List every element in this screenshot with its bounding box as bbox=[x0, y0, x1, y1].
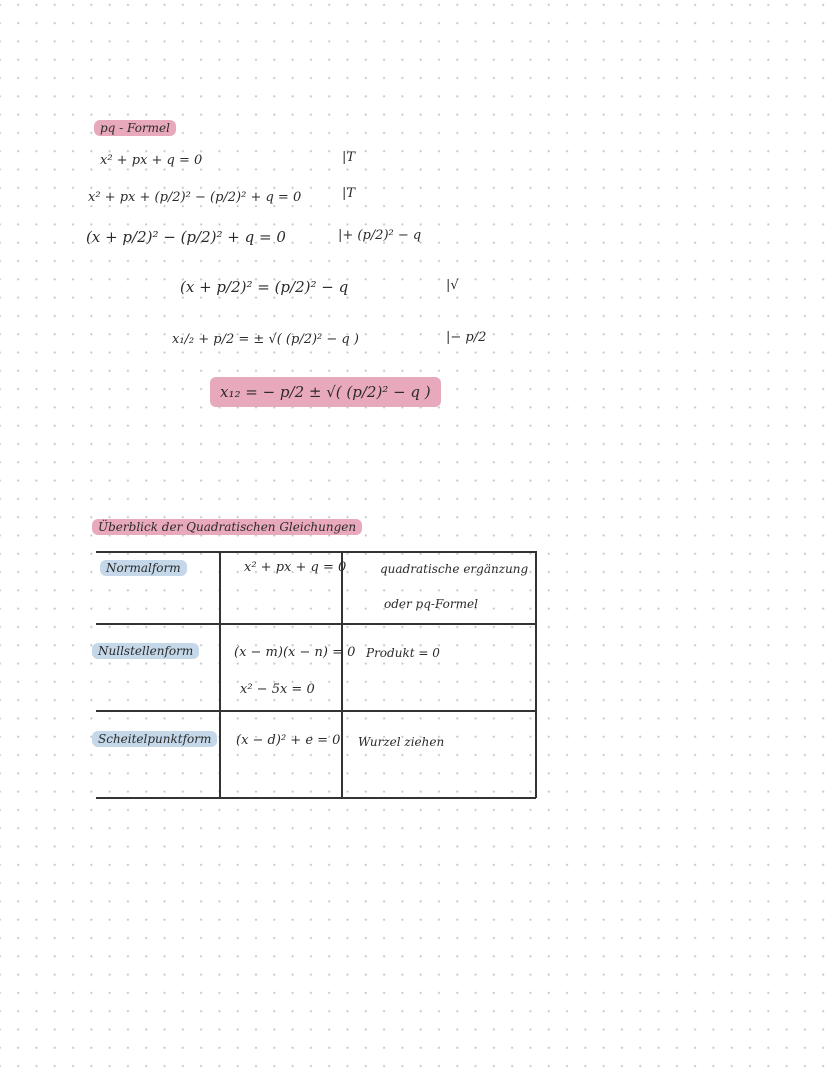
table-row-normalform-method-2: oder pq-Formel bbox=[384, 597, 478, 611]
step-4-equation: (x + p/2)² = (p/2)² − q bbox=[180, 278, 349, 296]
table-row-normalform-method-1: quadratische ergänzung bbox=[380, 562, 529, 576]
table-row-nullstellenform-label: Nullstellenform bbox=[92, 643, 199, 659]
table-row-nullstellenform-equation-2: x² − 5x = 0 bbox=[240, 682, 315, 697]
step-2-equation: x² + px + (p/2)² − (p/2)² + q = 0 bbox=[88, 190, 302, 205]
step-5-operation: |− p/2 bbox=[446, 330, 487, 345]
step-5-equation: x₁/₂ + p/2 = ± √( (p/2)² − q ) bbox=[172, 332, 359, 347]
step-1-operation: |T bbox=[342, 150, 356, 165]
pq-formel-heading: pq - Formel bbox=[94, 120, 176, 136]
step-4-operation: |√ bbox=[446, 278, 459, 293]
table-row-nullstellenform-method: Produkt = 0 bbox=[366, 646, 440, 660]
step-2-operation: |T bbox=[342, 186, 356, 201]
table-row-scheitelpunktform-method: Wurzel ziehen bbox=[358, 735, 445, 749]
table-row-nullstellenform-equation-1: (x − m)(x − n) = 0 bbox=[234, 645, 356, 660]
overview-heading: Überblick der Quadratischen Gleichungen bbox=[92, 519, 362, 535]
table-row-normalform-label: Normalform bbox=[100, 560, 187, 576]
step-3-operation: |+ (p/2)² − q bbox=[338, 228, 422, 243]
table-row-normalform-equation: x² + px + q = 0 bbox=[244, 560, 347, 575]
step-3-equation: (x + p/2)² − (p/2)² + q = 0 bbox=[86, 228, 286, 246]
pq-formula-result: x₁₂ = − p/2 ± √( (p/2)² − q ) bbox=[210, 377, 441, 407]
table-row-scheitelpunktform-equation: (x − d)² + e = 0 bbox=[236, 733, 341, 748]
step-1-equation: x² + px + q = 0 bbox=[100, 153, 203, 168]
table-row-scheitelpunktform-label: Scheitelpunktform bbox=[92, 731, 217, 747]
